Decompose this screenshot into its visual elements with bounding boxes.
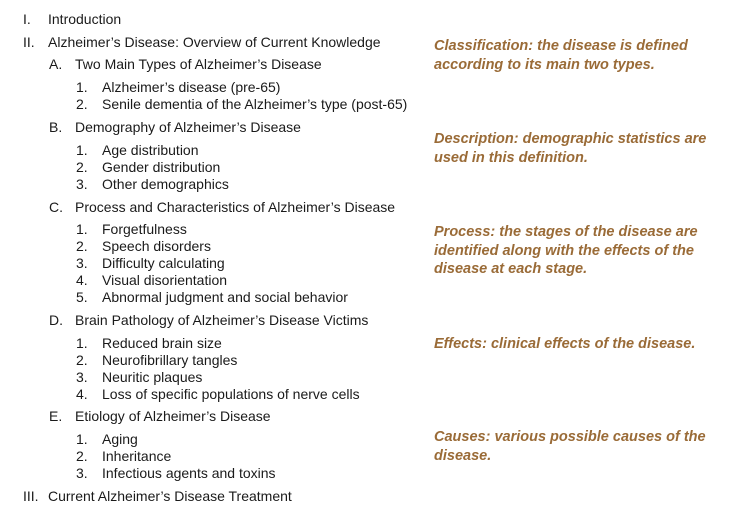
list-item: Inheritance (102, 448, 172, 464)
outline-letter-a: A. (49, 56, 63, 72)
outline-subheading-etiology: Etiology of Alzheimer’s Disease (75, 408, 271, 424)
outline-letter-d: D. (49, 312, 63, 328)
annotation-description: Description: demographic statistics are used in this definition. (434, 131, 707, 166)
list-item: Reduced brain size (102, 335, 222, 351)
list-item-number: 1. (76, 221, 88, 237)
list-item-number: 1. (76, 335, 88, 351)
list-item: Neuritic plaques (102, 369, 203, 385)
list-item-number: 5. (76, 289, 88, 305)
outline-subheading-pathology: Brain Pathology of Alzheimer’s Disease Victims (75, 312, 369, 328)
list-item: Aging (102, 431, 138, 447)
list-item-number: 2. (76, 96, 88, 112)
list-item-number: 3. (76, 176, 88, 192)
list-item-number: 3. (76, 465, 88, 481)
list-item-number: 3. (76, 369, 88, 385)
list-item-number: 2. (76, 238, 88, 254)
list-item-number: 2. (76, 352, 88, 368)
outline-numeral-i: I. (23, 11, 31, 27)
list-item-number: 4. (76, 386, 88, 402)
outline-letter-c: C. (49, 199, 63, 215)
list-item: Loss of specific populations of nerve cells (102, 386, 360, 402)
list-item: Visual disorientation (102, 272, 228, 288)
outline-letter-b: B. (49, 119, 63, 135)
annotation-process: Process: the stages of the disease are identified along with the effects of the disease at each stage. (434, 224, 698, 277)
outline-letter-e: E. (49, 408, 63, 424)
outline-subheading-demography: Demography of Alzheimer’s Disease (75, 119, 301, 135)
outline-heading-introduction: Introduction (48, 11, 122, 27)
list-item-number: 4. (76, 272, 88, 288)
list-item: Difficulty calculating (102, 255, 225, 271)
annotation-effects: Effects: clinical effects of the disease. (434, 336, 696, 352)
list-item-number: 3. (76, 255, 88, 271)
list-item: Other demographics (102, 176, 229, 192)
outline-heading-treatment: Current Alzheimer’s Disease Treatment (48, 488, 292, 504)
annotation-classification: Classification: the disease is defined according to its main two types. (434, 38, 688, 73)
list-item-number: 2. (76, 448, 88, 464)
outline-heading-overview: Alzheimer’s Disease: Overview of Current Knowledge (48, 34, 381, 50)
list-item-number: 1. (76, 142, 88, 158)
list-item: Senile dementia of the Alzheimer’s type (post-65) (102, 96, 408, 112)
list-item: Age distribution (102, 142, 199, 158)
list-item: Infectious agents and toxins (102, 465, 276, 481)
outline-subheading-types: Two Main Types of Alzheimer’s Disease (75, 56, 322, 72)
list-item-number: 2. (76, 159, 88, 175)
list-item-number: 1. (76, 431, 88, 447)
list-item: Speech disorders (102, 238, 211, 254)
list-item: Neurofibrillary tangles (102, 352, 238, 368)
list-item: Gender distribution (102, 159, 221, 175)
list-item: Abnormal judgment and social behavior (102, 289, 348, 305)
outline-numeral-iii: III. (23, 488, 39, 504)
list-item-number: 1. (76, 79, 88, 95)
list-item: Alzheimer’s disease (pre-65) (102, 79, 281, 95)
annotation-causes: Causes: various possible causes of the disease. (434, 429, 706, 464)
outline-subheading-process: Process and Characteristics of Alzheimer’s Disease (75, 199, 396, 215)
outline-numeral-ii: II. (23, 34, 35, 50)
list-item: Forgetfulness (102, 221, 187, 237)
